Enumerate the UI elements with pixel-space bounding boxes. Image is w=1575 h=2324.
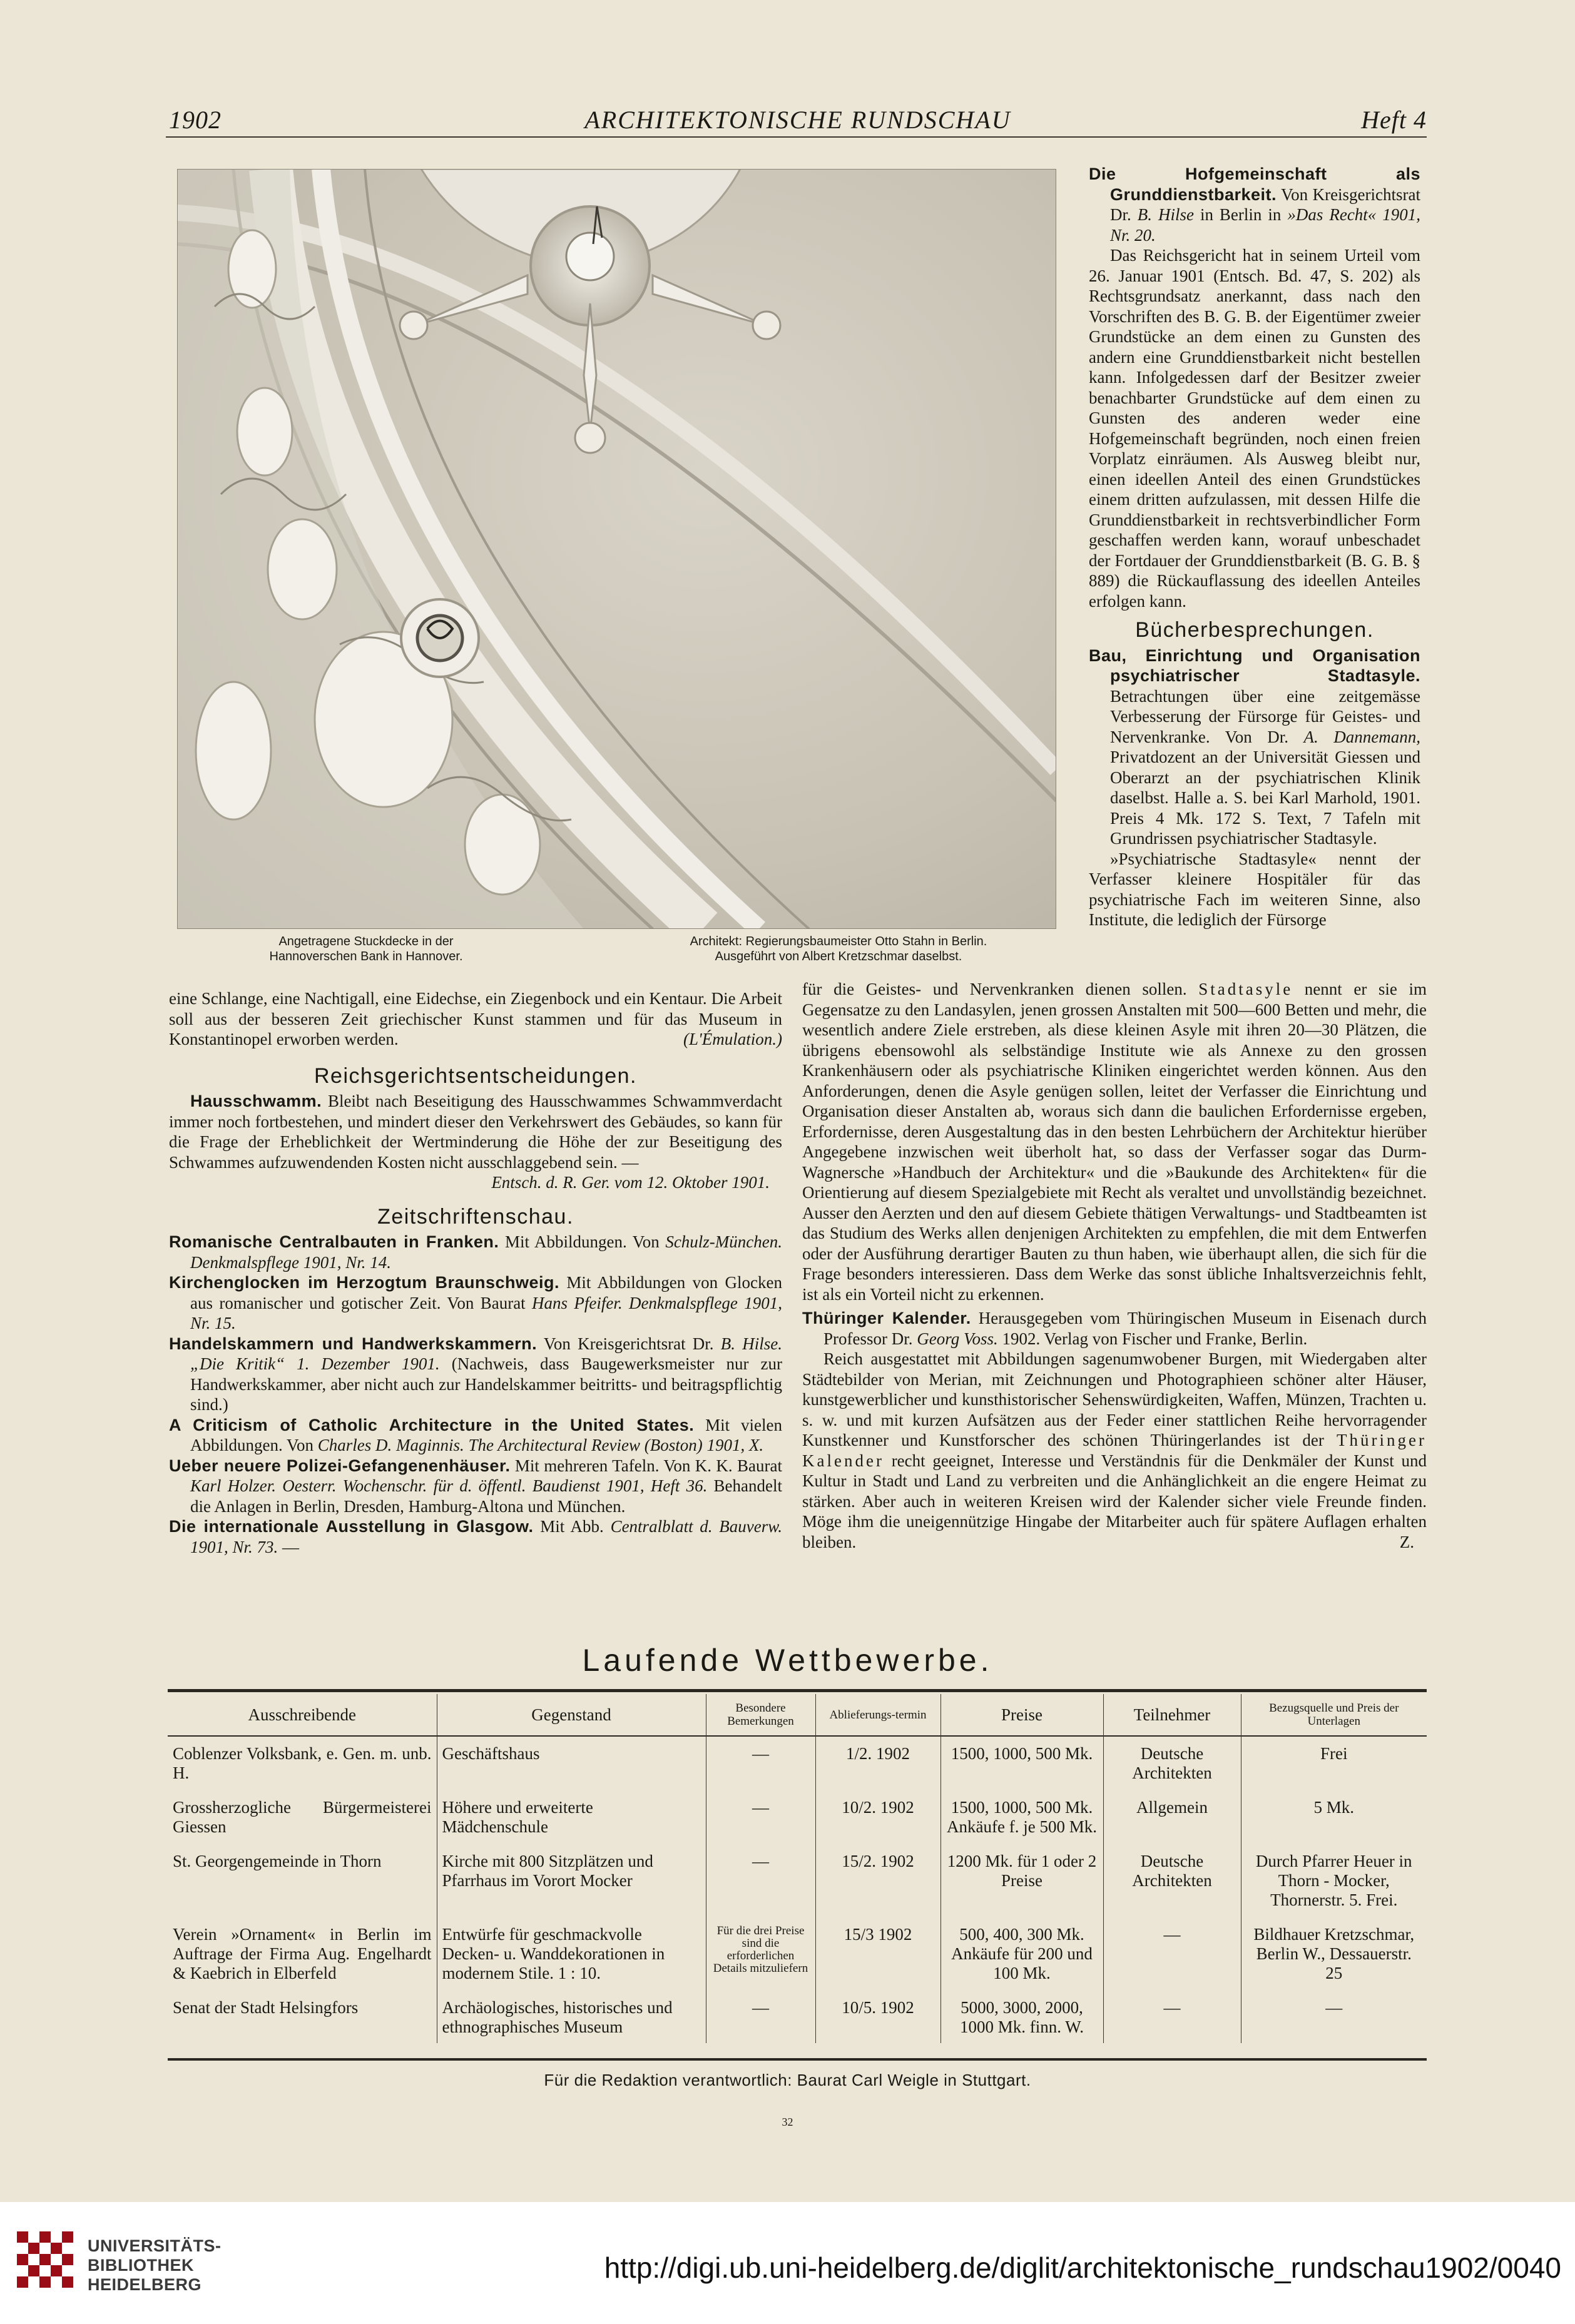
table-row — [168, 1735, 1427, 1789]
cell-prizes: 1500, 1000, 500 Mk. Ankäufe f. je 500 Mk. — [940, 1789, 1103, 1843]
table-row — [168, 1916, 1427, 1989]
cell-source: 5 Mk. — [1241, 1789, 1427, 1843]
cell-subject: Archäologisches, historisches und ethnographisches Museum — [437, 1989, 706, 2043]
cell-subject: Geschäftshaus — [437, 1735, 706, 1789]
journal-entry-4-b: Charles D. Maginnis. The Architectural Review (Boston) 1901, X. — [317, 1436, 764, 1454]
journal-entry-2-b: Hans Pfeifer. Denkmalspflege 1901, Nr. 15. — [190, 1293, 782, 1332]
header-title: ARCHITEKTONISCHE RUNDSCHAU — [584, 106, 1011, 134]
thueringer-body-a: Reich ausgestattet mit Abbildungen sagenumwobener Burgen, mit Wiedergaben alter Städtebilder von Merian, mit Zeichnungen und Photographieen schöner alter Häuser, kunstgewerblicher und kunsthistorischer Sehenswürdigkeiten, Waffen, Münzen, Trachten u. s. w. und mit kurzen Aufsätzen aus der Feder einer stattlichen Reihe hervorragender Kunstkenner und Kunstforscher des schönen Thüringerlandes ist der — [802, 1349, 1427, 1449]
book-reviews-heading: Bücherbesprechungen. — [1135, 618, 1374, 642]
journal-entry-4-title: A Criticism of Catholic Architecture in the United States. — [169, 1415, 695, 1434]
emulation-text: eine Schlange, eine Nachtigall, eine Eidechse, ein Ziegenbock und ein Kentaur. Die Arbeit soll aus der besseren Zeit griechischer Kunst stammen und für das Museum in Konstantinopel erworben werden. — [169, 989, 782, 1048]
left-column-bottom — [169, 988, 782, 1557]
table-row — [168, 1843, 1427, 1916]
thueringer-entry — [802, 1308, 1427, 1349]
hausschwamm-title: Hausschwamm. — [190, 1092, 322, 1110]
stadtasyle-spaced-word: Stadtasyle — [1198, 980, 1293, 998]
caption-left-line-1: Angetragene Stuckdecke in der — [278, 935, 454, 948]
cell-deadline: 10/2. 1902 — [815, 1789, 940, 1843]
page-header — [169, 100, 1427, 138]
journal-entry-4-a: Mit vielen Abbildungen. Von — [190, 1415, 782, 1454]
header-issue: Heft 4 — [1361, 106, 1427, 134]
right-column-bottom — [802, 979, 1427, 1552]
col-header-subject: Gegenstand — [437, 1694, 706, 1735]
cell-prizes: 1200 Mk. für 1 oder 2 Preise — [940, 1843, 1103, 1916]
library-name-line-3: HEIDELBERG — [88, 2275, 202, 2294]
cell-issuer: Grossherzogliche Bürgermeisterei Giessen — [173, 1798, 432, 1836]
cell-issuer: Coblenzer Volksbank, e. Gen. m. unb. H. — [173, 1744, 432, 1782]
cell-deadline: 10/5. 1902 — [815, 1989, 940, 2043]
court-decisions-heading: Reichsgerichtsentscheidungen. — [313, 1063, 637, 1088]
stucco-ceiling-photo — [177, 169, 1056, 929]
right-column-top — [1089, 164, 1420, 930]
table-top-rule — [168, 1689, 1427, 1692]
cell-deadline: 15/2. 1902 — [815, 1843, 940, 1916]
journal-entry-3 — [169, 1334, 782, 1415]
thueringer-body-b: recht geeignet, Interesse und Verständnis für die Denkmäler der Kunst und Kultur in Stadt und Land zu verbreiten und die Anhänglichkeit an die engere Heimat zu stärken. Aber auch in weiteren Kreisen wird der Kalender sicher viele Freunde finden. Möge ihm die uneigennützige Hingabe der Mitarbeiter auch für spätere Auflagen erhalten bleiben. — [802, 1451, 1427, 1551]
cell-prizes: 500, 400, 300 Mk. Ankäufe für 200 und 100 Mk. — [940, 1916, 1103, 1989]
book1-body-start: »Psychiatrische Stadtasyle« nennt der Verfasser kleinere Hospitäler für das psychiatrische Fach im weiteren Sinne, also Institute, die lediglich der Fürsorge — [1089, 849, 1420, 929]
cell-remarks: — — [706, 1735, 815, 1789]
thueringer-signature: Z. — [1399, 1532, 1414, 1551]
stadtasyle-continuation — [802, 979, 1427, 1304]
cell-participants: — — [1103, 1989, 1241, 2043]
book1-desc-a: Betrachtungen über eine zeitgemässe Verbesserung der Fürsorge für Geistes- und Nervenkranke. Von Dr. — [1110, 686, 1420, 746]
hofgemeinschaft-body: Das Reichsgericht hat in seinem Urteil vom 26. Januar 1901 (Entsch. Bd. 47, S. 202) als Rechtsgrundsatz anerkannt, dass nach den Vorschriften des B. G. B. der Eigentümer zweier Grundstücke an dem einen zu Gunsten des andern eine Grunddienstbarkeit nicht bestellen kann. Infolgedessen darf der Besitzer zweier benachbarter Grundstücke auf dem einen zu Gunsten des anderen weder eine Hofgemeinschaft begründen, noch einen freien Vorplatz einräumen. Als Ausweg bleibt nur, einen ideellen Anteil des einen Grundstückes einem dritten aufzulassen, mit dessen Hilfe die Grunddienstbarkeit in rechtsverbindlicher Form geschaffen werden kann, worauf unbeschadet der Fortdauer der Grunddienstbarkeit (B. G. B. § 889) die Rückauflassung des ideellen Anteiles erfolgen kann. — [1089, 246, 1420, 611]
journal-entry-1-c: Denkmalspflege 1901, Nr. 14. — [190, 1252, 391, 1272]
hof-author: B. Hilse — [1137, 205, 1194, 224]
thueringer-editor: Georg Voss. — [917, 1329, 998, 1348]
header-year: 1902 — [169, 106, 222, 134]
col-header-participants: Teilnehmer — [1103, 1694, 1241, 1735]
journal-entry-5-b: Karl Holzer. Oesterr. Wochenschr. für d. öffentl. Baudienst 1901, Heft 36. — [190, 1476, 708, 1495]
journal-entry-5-a: Mit mehreren Tafeln. Von K. K. Baurat — [514, 1456, 783, 1475]
col-header-deadline: Ablieferungs-termin — [815, 1694, 940, 1735]
hof-intro: Von Kreisgerichtsrat Dr. — [1110, 185, 1421, 224]
cell-remarks: Für die drei Preise sind die erforderlichen Details mitzuliefern — [706, 1916, 815, 1989]
cell-deadline: 15/3 1902 — [815, 1916, 940, 1989]
book1-desc-b: Privatdozent an der Universität Giessen und Oberarzt an der psychiatrischen Klinik daselbst. Halle a. S. bei Karl Marhold, 1901. Preis 4 Mk. 172 S. Text, 7 Tafeln mit Grundrissen psychiatrischer Stadtasyle. — [1110, 748, 1420, 848]
journal-entry-5 — [169, 1456, 782, 1517]
cell-subject: Kirche mit 800 Sitzplätzen und Pfarrhaus im Vorort Mocker — [437, 1843, 706, 1916]
cell-remarks: — — [706, 1843, 815, 1916]
thueringer-body — [802, 1349, 1427, 1552]
hausschwamm-entry — [169, 1091, 782, 1172]
competitions-title: Laufende Wettbewerbe. — [582, 1643, 993, 1678]
university-seal-icon[interactable] — [14, 2228, 76, 2297]
emulation-paragraph — [169, 988, 782, 1050]
journal-entry-5-title: Ueber neuere Polizei-Gefangenenhäuser. — [169, 1456, 511, 1475]
figure-caption-left — [210, 934, 522, 964]
col-header-source: Bezugsquelle und Preis der Unterlagen — [1241, 1694, 1427, 1735]
journal-entry-1 — [169, 1232, 782, 1272]
journal-entry-3-title: Handelskammern und Handwerkskammern. — [169, 1334, 538, 1353]
cell-source: Durch Pfarrer Heuer in Thorn - Mocker, Thornerstr. 5. Frei. — [1241, 1843, 1427, 1916]
cell-source: Bildhauer Kretzschmar, Berlin W., Dessauerstr. 25 — [1241, 1916, 1427, 1989]
thueringer-a: Herausgegeben vom Thüringischen Museum in Eisenach durch Professor Dr. — [823, 1309, 1427, 1348]
journal-entry-3-b: B. Hilse. „Die Kritik“ 1. Dezember 1901. — [190, 1334, 783, 1373]
cell-participants: Deutsche Architekten — [1103, 1735, 1241, 1789]
table-row — [168, 1789, 1427, 1843]
editor-credit: Für die Redaktion verantwortlich: Baurat Carl Weigle in Stuttgart. — [544, 2071, 1031, 2089]
library-name-line-2: BIBLIOTHEK — [88, 2256, 194, 2275]
journal-entry-6-title: Die internationale Ausstellung in Glasgow. — [169, 1517, 534, 1536]
cell-source: Frei — [1241, 1735, 1427, 1789]
hof-source: »Das Recht« 1901, Nr. 20. — [1110, 205, 1421, 245]
emulation-source: (L'Émulation.) — [683, 1030, 782, 1048]
book1-title: Bau, Einrichtung und Organisation psychiatrischer Stadtasyle. — [1089, 646, 1420, 685]
journal-entry-6-c: — — [282, 1537, 300, 1556]
cell-issuer: Verein »Ornament« in Berlin im Auftrage der Firma Aug. Engelhardt & Kaebrich in Elberfeld — [173, 1925, 432, 1982]
journal-entry-1-title: Romanische Centralbauten in Franken. — [169, 1232, 499, 1251]
hofgemeinschaft-title: Die Hofgemeinschaft als Grunddienstbarkeit. — [1089, 165, 1420, 204]
caption-right-line-2: Ausgeführt von Albert Kretzschmar daselbst. — [715, 950, 962, 963]
journal-entry-2-title: Kirchenglocken im Herzogtum Braunschweig. — [169, 1273, 559, 1292]
stadtasyle-cont-a: für die Geistes- und Nervenkranken dienen sollen. — [802, 980, 1187, 998]
journal-review-heading: Zeitschriftenschau. — [377, 1204, 574, 1229]
journal-entry-1-a: Mit Abbildungen. Von — [504, 1232, 660, 1251]
book1-entry — [1089, 646, 1420, 849]
cell-subject: Höhere und erweiterte Mädchenschule — [437, 1789, 706, 1843]
hausschwamm-source: Entsch. d. R. Ger. vom 12. Oktober 1901. — [491, 1173, 770, 1192]
cell-issuer: St. Georgengemeinde in Thorn — [173, 1852, 382, 1870]
col-header-remarks: Besondere Bemerkungen — [706, 1694, 815, 1735]
cell-participants: — — [1103, 1916, 1241, 1989]
book1-author: A. Dannemann, — [1303, 727, 1420, 746]
page-number: 32 — [782, 2116, 793, 2128]
header-rule — [166, 136, 1427, 138]
thueringer-spaced: Thüringer Kalender — [802, 1431, 1427, 1470]
library-name[interactable] — [88, 2236, 222, 2295]
col-header-issuer: Ausschreibende — [248, 1705, 356, 1724]
hausschwamm-body: Bleibt nach Beseitigung des Hausschwammes Schwammverdacht immer noch fortbestehen, und mindert dieser den Verkehrswert des Gebäudes, so kann für die Frage der Erheblichkeit der Wertminderung die Höhe der zur Beseitigung des Schwammes aufzuwendenden Kosten nicht ausschlaggebend sein. — — [169, 1092, 782, 1172]
cell-prizes: 5000, 3000, 2000, 1000 Mk. finn. W. — [940, 1989, 1103, 2043]
cell-subject: Entwürfe für geschmackvolle Decken- u. Wanddekorationen in modernem Stile. 1 : 10. — [437, 1916, 706, 1989]
cell-source: — — [1241, 1989, 1427, 2043]
figure-caption-right — [638, 934, 1039, 964]
thueringer-c: 1902. Verlag von Fischer und Franke, Berlin. — [1002, 1329, 1308, 1348]
journal-entry-2 — [169, 1272, 782, 1334]
hofgemeinschaft-entry — [1089, 164, 1420, 245]
thueringer-title: Thüringer Kalender. — [802, 1309, 971, 1327]
cell-remarks: — — [706, 1989, 815, 2043]
table-bottom-rule — [168, 2058, 1427, 2061]
stadtasyle-cont-b: nennt er sie im Gegensatze zu den Landasylen, jenen grossen Anstalten mit 500—600 Betten und mehr, die wesentlich andere Ziele erstreben, als diese kleinen Asyle mit ihren 20—30 Plätzen, die übrigens ebensowohl als selbständige Institute wie als Annexe zu den grossen Krankenhäusern oder als psychiatrische Kliniken eingerichtet werden können. Aus den Anforderungen, denen die Asyle genügen sollen, leitet der Verfasser die Einrichtung und Organisation dieser Anstalten ab, woraus sich dann die baulichen Erfordernisse ergeben, Erfordernisse, deren Ausgestaltung das in den besten Lehrbüchern der Architektur hierüber Angegebene inzwischen weit überholt hat, so dass der Verfasser sogar das Durm-Wagnersche »Handbuch der Architektur« und die »Baukunde des Architekten« für die Orientierung auf diesem Spezialgebiete mit Recht als veraltet und unvollständig bezeichnet. Ausser den Aerzten und den auf diesem Gebiete thätigen Verwaltungs- und Stadtbeamten ist das Studium des Werks allen denjenigen Architekten zu empfehlen, die mit dem Entwerfen oder der Ausführung derartiger Bauten zu thun haben, wie überhaupt allen, die sich für die Frage besonders interessieren. Dass dem Werke das sonst übliche Inhaltsverzeichnis fehlt, ist als ein Vorteil nicht zu erkennen. — [802, 980, 1427, 1304]
journal-entry-6 — [169, 1516, 782, 1557]
journal-entry-6-b: Centralblatt d. Bauverw. 1901, Nr. 73. — [190, 1517, 783, 1556]
cell-prizes: 1500, 1000, 500 Mk. — [940, 1735, 1103, 1789]
journal-entry-1-b: Schulz-München. — [665, 1232, 783, 1251]
journal-entry-3-c: (Nachweis, dass Baugewerksmeister nur zur Handwerkskammer, aber nicht auch zur Handelskammer beitritts- und beitragspflichtig sind.) — [190, 1354, 782, 1414]
cell-deadline: 1/2. 1902 — [815, 1735, 940, 1789]
hof-mid: in Berlin in — [1200, 205, 1282, 224]
caption-left-line-2: Hannoverschen Bank in Hannover. — [269, 950, 463, 963]
journal-entry-3-a: Von Kreisgerichtsrat Dr. — [543, 1334, 714, 1353]
journal-entry-5-c: Behandelt die Anlagen in Berlin, Dresden, Hamburg-Altona und München. — [190, 1476, 783, 1516]
source-url-link[interactable]: http://digi.ub.uni-heidelberg.de/diglit/architektonische_rundschau1902/0040 — [604, 2251, 1561, 2284]
competitions-table — [168, 1694, 1427, 2043]
cell-issuer: Senat der Stadt Helsingfors — [173, 1998, 359, 2017]
journal-entry-4 — [169, 1415, 782, 1456]
journal-entry-6-a: Mit Abb. — [540, 1517, 604, 1536]
ceiling-ornament-illustration — [177, 169, 1056, 929]
library-bar — [0, 2202, 1575, 2324]
cell-participants: Allgemein — [1103, 1789, 1241, 1843]
table-header-row — [168, 1694, 1427, 1735]
col-header-prizes: Preise — [940, 1694, 1103, 1735]
library-name-line-1: UNIVERSITÄTS- — [88, 2236, 222, 2255]
journal-entry-2-a: Mit Abbildungen von Glocken aus romanischer und gotischer Zeit. Von Baurat — [190, 1273, 782, 1312]
caption-right-line-1: Architekt: Regierungsbaumeister Otto Stahn in Berlin. — [690, 935, 987, 948]
cell-participants: Deutsche Architekten — [1103, 1843, 1241, 1916]
cell-remarks: — — [706, 1789, 815, 1843]
table-row — [168, 1989, 1427, 2043]
